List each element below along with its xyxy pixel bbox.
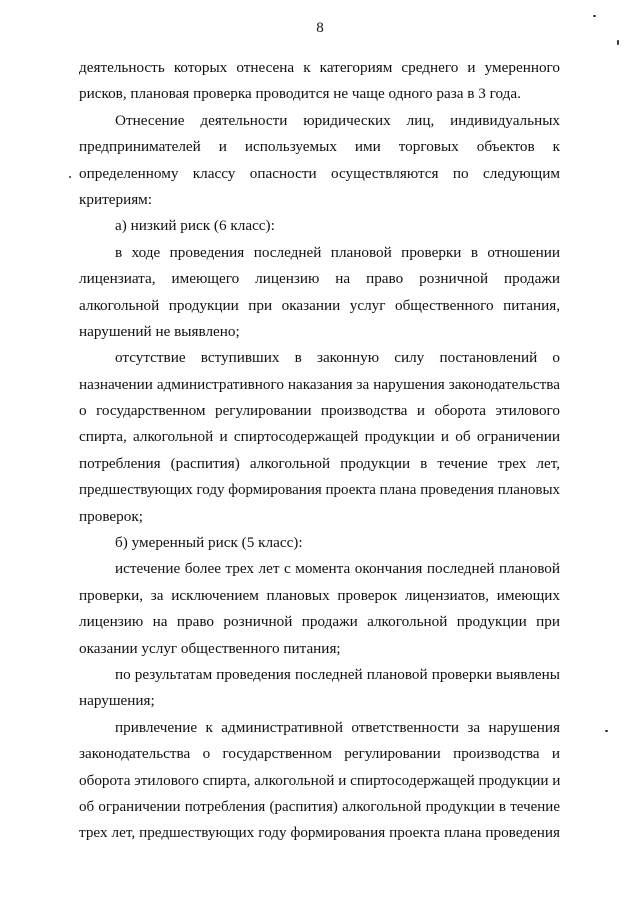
- text-line: привлечение к административной ответственности за нарушения: [115, 718, 560, 736]
- text-line: нарушения;: [79, 692, 155, 710]
- text-line: о государственном регулировании производства и оборота этилового: [79, 402, 560, 420]
- text-line: лицензиата, имеющего лицензию на право розничной продажи: [79, 270, 560, 288]
- text-line: оказании услуг общественного питания;: [79, 639, 341, 657]
- text-line: отсутствие вступивших в законную силу постановлений о: [115, 349, 560, 367]
- text-line: определенному классу опасности осуществляются по следующим: [79, 164, 560, 182]
- text-line: истечение более трех лет с момента окончания последней плановой: [115, 560, 560, 578]
- text-line: б) умеренный риск (5 класс):: [115, 534, 303, 552]
- text-line: потребления (распития) алкогольной продукции в течение трех лет,: [79, 454, 560, 472]
- document-body: [79, 55, 560, 847]
- text-line: предшествующих году формирования проекта плана проведения плановых: [79, 482, 561, 499]
- page-number: 8: [316, 20, 324, 36]
- text-line: спирта, алкогольной и спиртосодержащей продукции и об ограничении: [79, 428, 560, 446]
- text-line: деятельность которых отнесена к категориям среднего и умеренного: [79, 59, 560, 76]
- scan-speck: [605, 730, 608, 732]
- text-line: Отнесение деятельности юридических лиц, индивидуальных: [115, 111, 560, 129]
- text-line: а) низкий риск (6 класс):: [115, 217, 275, 235]
- scan-speck: [617, 40, 619, 45]
- text-line: критериям:: [79, 190, 153, 208]
- text-line: оборота этилового спирта, алкогольной и спиртосодержащей продукции и: [79, 771, 561, 789]
- text-line: рисков, плановая проверка проводится не чаще одного раза в 3 года.: [79, 85, 521, 103]
- scan-speck: [69, 176, 71, 178]
- text-line: трех лет, предшествующих году формирования проекта плана проведения: [79, 824, 560, 842]
- text-line: законодательства о государственном регулировании производства и: [79, 745, 560, 763]
- text-line: в ходе проведения последней плановой проверки в отношении: [115, 243, 560, 261]
- text-line: назначении административного наказания за нарушения законодательства: [79, 375, 560, 393]
- scan-speck: [593, 15, 596, 17]
- text-line: предпринимателей и используемых ими торговых объектов к: [79, 138, 560, 156]
- text-line: по результатам проведения последней плановой проверки выявлены: [115, 665, 560, 683]
- text-line: об ограничении потребления (распития) алкогольной продукции в течение: [79, 798, 560, 815]
- text-line: проверок;: [79, 507, 143, 525]
- text-line: лицензию на право розничной продажи алкогольной продукции при: [79, 613, 560, 631]
- text-line: проверки, за исключением плановых проверок лицензиатов, имеющих: [79, 586, 560, 604]
- text-line: алкогольной продукции при оказании услуг общественного питания,: [79, 296, 560, 314]
- text-line: нарушений не выявлено;: [79, 322, 240, 340]
